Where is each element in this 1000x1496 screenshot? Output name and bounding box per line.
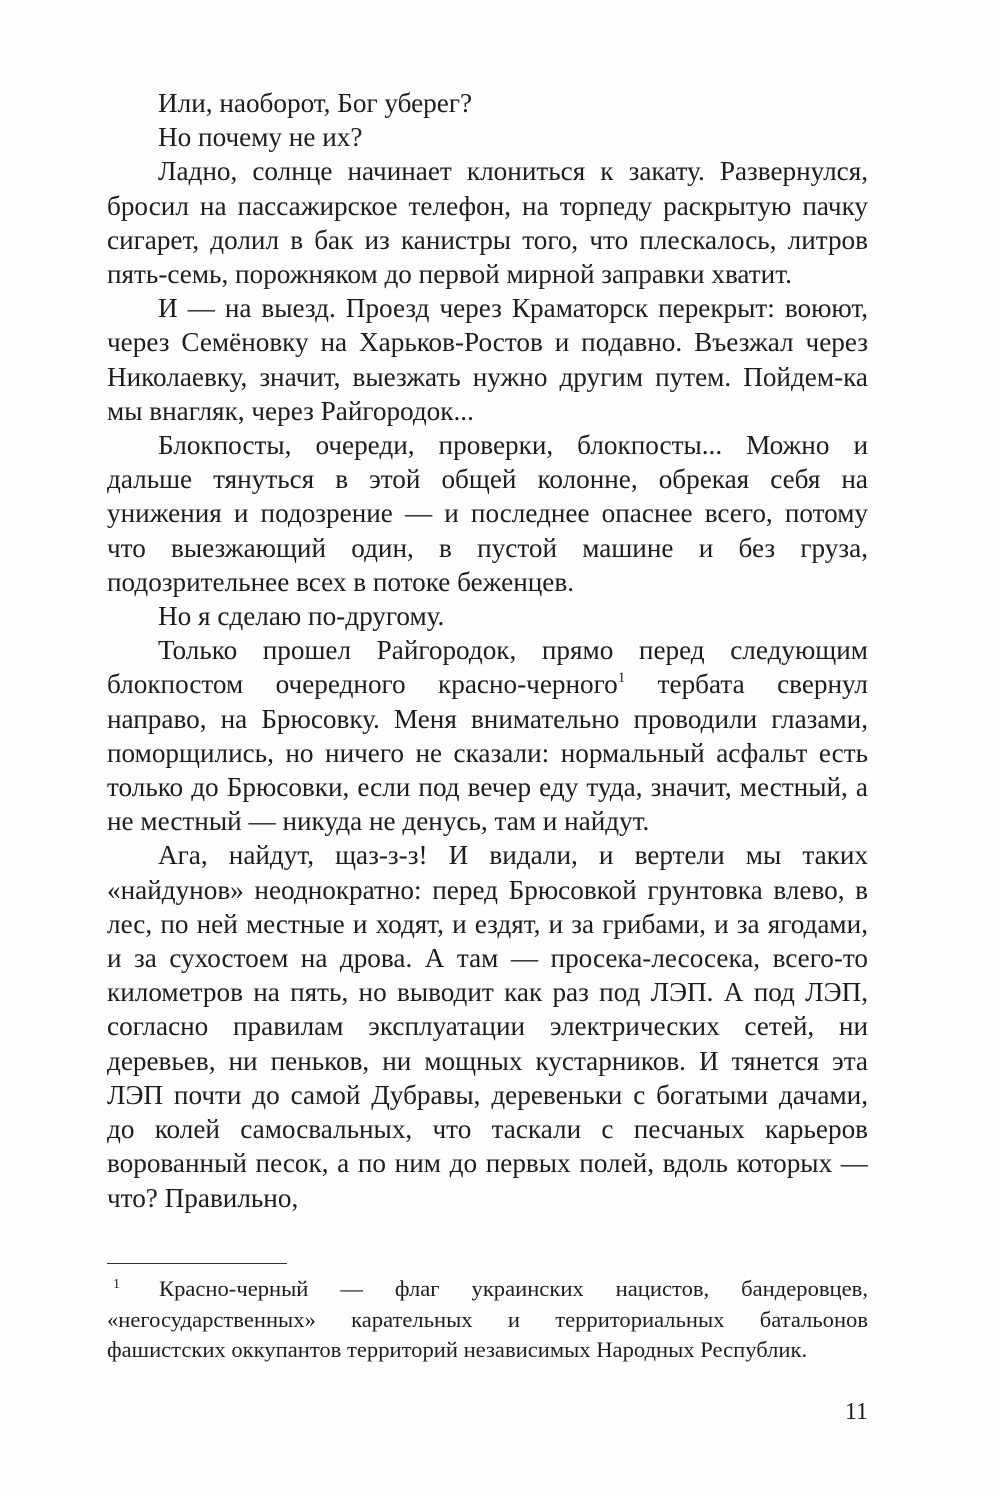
- paragraph-3: Ладно, солнце начинает клониться к закату. Развернулся, бросил на пассажирское телефон, на торпеду раскрытую пачку сигарет, долил в бак из канистры того, что плескалось, литров пять-семь, порожняком до первой мирной заправки хватит.: [107, 156, 868, 290]
- paragraph-4: И — на выезд. Проезд через Краматорск перекрыт: воюют, через Семёновку на Харьков-Ростов и подавно. Въезжал через Николаевку, значит, выезжать нужно другим путем. Пойдем-ка мы внагляк, через Райгородок...: [107, 293, 868, 426]
- page-number: 11: [844, 1399, 868, 1425]
- paragraph-7-before: Только прошел Райгородок, прямо перед следующим блокпостом очередного красно-черного: [107, 635, 868, 700]
- footnote-divider: [107, 1263, 287, 1264]
- paragraph-2: Но почему не их?: [158, 122, 363, 153]
- main-text: [107, 86, 868, 1215]
- paragraph-6: Но я сделаю по-другому.: [158, 601, 445, 632]
- paragraph-5: Блокпосты, очереди, проверки, блокпосты... Можно и дальше тянуться в этой общей колонне, обрекая себя на унижения и подозрение — и последнее опаснее всего, потому что выезжающий один, в пустой машине и без груза, подозрительнее всех в потоке беженцев.: [107, 430, 868, 597]
- footnote: [107, 1270, 868, 1366]
- footnote-text: Красно-черный — флаг украинских нацистов, бандеровцев, «негосударственных» карательных и территориальных батальонов фашистских оккупантов территорий независимых Народных Республик.: [107, 1276, 868, 1362]
- paragraph-7: [107, 633, 868, 838]
- paragraph-7-after: тербата свернул направо, на Брюсовку. Меня внимательно проводили глазами, поморщились, но ничего не сказали: нормальный асфальт есть только до Брюсовки, если под вечер еду туда, значит, местный, а не местный — никуда не денусь, там и найдут.: [107, 669, 868, 837]
- footnote-number: 1: [113, 1277, 120, 1292]
- paragraph-1: Или, наоборот, Бог уберег?: [158, 88, 473, 118]
- paragraph-8: Ага, найдут, щаз-з-з! И видали, и вертели мы таких «найдунов» неоднократно: перед Брюсовкой грунтовка влево, в лес, по ней местные и ходят, и ездят, и за грибами, и за ягодами, и за сухостоем на дрова. А там — просека-лесосека, всего-то километров на пять, но выводит как раз под ЛЭП. А под ЛЭП, согласно правилам эксплуатации электрических сетей, ни деревьев, ни пеньков, ни мощных кустарников. И тянется эта ЛЭП почти до самой Дубравы, деревеньки с богатыми дачами, до колей самосвальных, что таскали с песчаных карьеров ворованный песок, а по ним до первых полей, вдоль которых — что? Правильно,: [107, 840, 868, 1213]
- footnote-reference[interactable]: 1: [617, 670, 626, 687]
- footnote-paragraph: [107, 1270, 868, 1366]
